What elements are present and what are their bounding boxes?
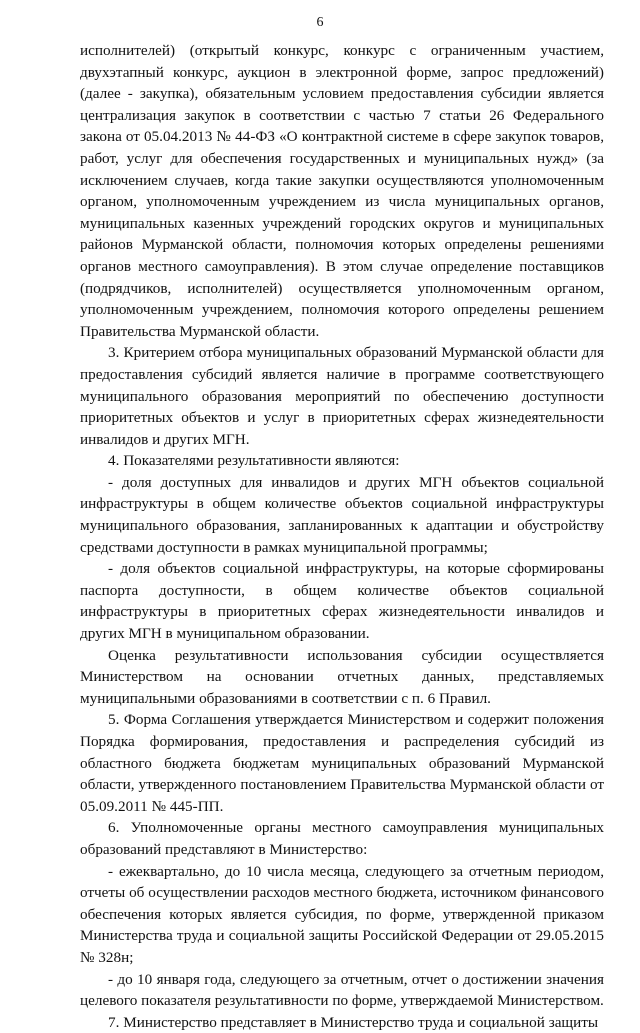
paragraph-8: 6. Уполномоченные органы местного самоуправления муниципальных образований представляют в Министерство: <box>80 819 604 858</box>
paragraph-11: 7. Министерство представляет в Министерство труда и социальной защиты <box>108 1013 599 1031</box>
paragraph-2: 3. Критерием отбора муниципальных образований Мурманской области для предоставления субсидий является наличие в программе соответствующего муниципального образования мероприятий по обеспечению доступности приоритетных объектов и услуг в приоритетных сферах жизнедеятельности инвалидов и других МГН. <box>80 344 604 448</box>
paragraph-3: 4. Показателями результативности являются: <box>108 452 400 470</box>
paragraph-6: Оценка результативности использования субсидии осуществляется Министерством на основании отчетных данных, представляемых муниципальными образованиями в соответствии с п. 6 Правил. <box>80 646 604 707</box>
paragraph-10: - до 10 января года, следующего за отчетным, отчет о достижении значения целевого показателя результативности по форме, утверждаемой Министерством. <box>80 970 604 1010</box>
paragraph-7: 5. Форма Соглашения утверждается Министерством и содержит положения Порядка формирования, предоставления и распределения субсидий из областного бюджета бюджетам муниципальных образований Мурманской области, утвержденного постановлением Правительства Мурманской области от 05.09.2011 № 445-ПП. <box>80 711 604 815</box>
paragraph-5: - доля объектов социальной инфраструктуры, на которые сформированы паспорта доступности, в общем количестве объектов социальной инфраструктуры в приоритетных сферах жизнедеятельности инвалидов и других МГН в муниципальном образовании. <box>80 560 604 643</box>
document-body <box>80 40 604 1033</box>
paragraph-1: исполнителей) (открытый конкурс, конкурс с ограниченным участием, двухэтапный конкурс, аукцион в электронной форме, запрос предложений) (далее - закупка), обязательным условием предоставления субсидии является централизация закупок в соответствии с частью 7 статьи 26 Федерального закона от 05.04.2013 № 44-ФЗ «О контрактной системе в сфере закупок товаров, работ, услуг для обеспечения государственных и муниципальных нужд» (за исключением случаев, когда такие закупки осуществляются уполномоченным органом, уполномоченным учреждением из числа муниципальных органов, муниципальных казенных учреждений городских округов и муниципальных районов Мурманской области, полномочия которых определены решениями органов местного самоуправления). В этом случае определение поставщиков (подрядчиков, исполнителей) осуществляется уполномоченным органом, уполномоченным учреждением, полномочия которого определены решением Правительства Мурманской области. <box>80 42 604 340</box>
paragraph-9: - ежеквартально, до 10 числа месяца, следующего за отчетным периодом, отчеты об осуществлении расходов местного бюджета, источником финансового обеспечения которых является субсидия, по форме, утвержденной приказом Министерства труда и социальной защиты Российской Федерации от 29.05.2015 № 328н; <box>80 862 604 966</box>
page-number: 6 <box>316 15 324 30</box>
paragraph-4: - доля доступных для инвалидов и других МГН объектов социальной инфраструктуры в общем количестве объектов социальной инфраструктуры муниципального образования, запланированных к адаптации и обустройству средствами доступности в рамках муниципальной программы; <box>80 473 604 556</box>
